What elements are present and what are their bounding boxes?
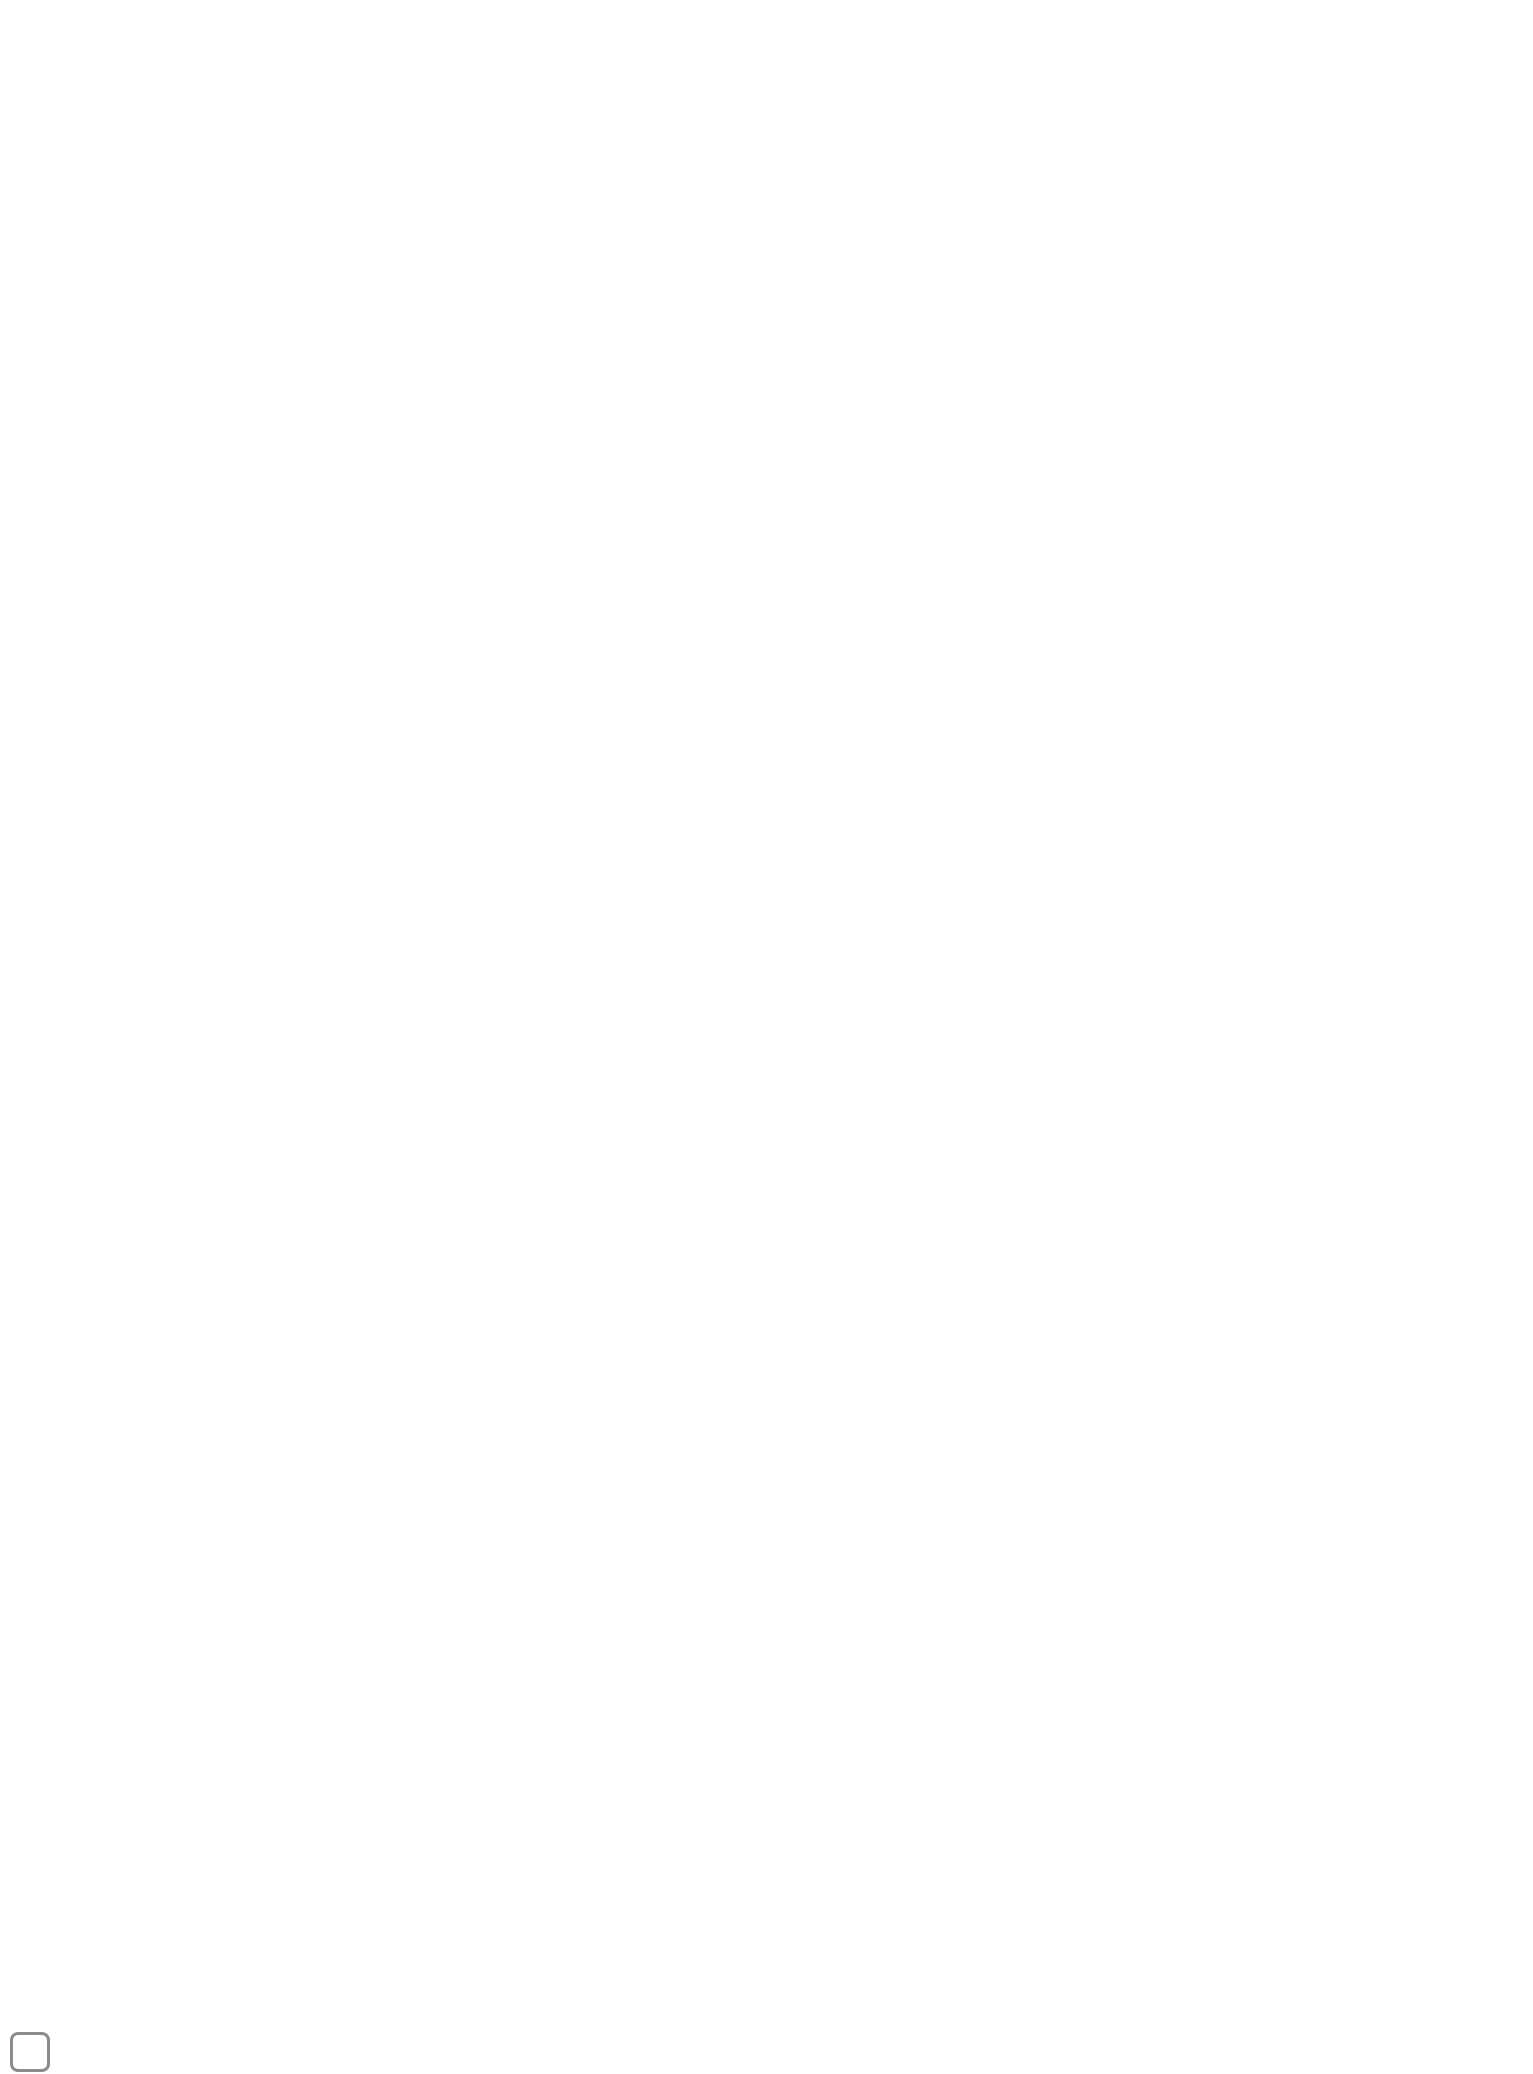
camscanner-watermark [10,2030,58,2074]
camscanner-logo-icon [10,2032,50,2072]
